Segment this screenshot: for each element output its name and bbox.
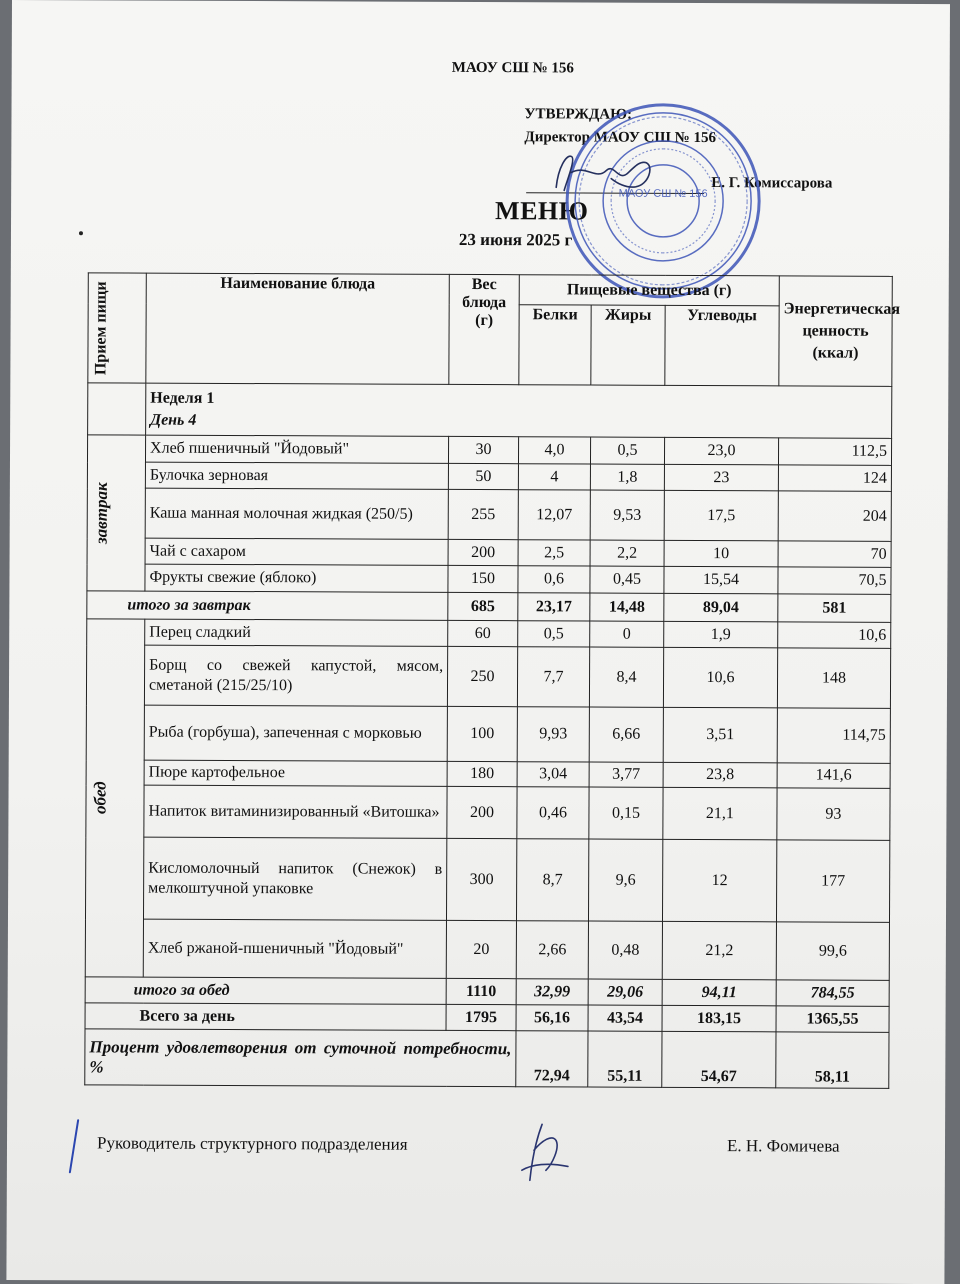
approval-label: УТВЕРЖДАЮ: bbox=[524, 106, 633, 123]
stamp-center-text: МАОУ СШ № 156 bbox=[618, 187, 708, 201]
director-title: Директор МАОУ СШ № 156 bbox=[524, 129, 717, 147]
lunch-total-row: итого за обед 1110 32,99 29,06 94,11 784,55 bbox=[85, 977, 889, 1007]
menu-date: 23 июня 2025 г bbox=[458, 229, 573, 250]
weight-header: Вес блюда (г) bbox=[449, 274, 519, 384]
director-name: Е. Г. Комиссарова bbox=[711, 175, 833, 192]
dish-header: Наименование блюда bbox=[146, 273, 449, 384]
table-row: Пюре картофельное 180 3,04 3,77 23,8 141,6 bbox=[86, 760, 890, 789]
table-row: Чай с сахаром 200 2,5 2,2 10 70 bbox=[87, 538, 891, 568]
day-label: День 4 bbox=[150, 411, 197, 429]
table-row: обед Перец сладкий 60 0,5 0 1,9 10,6 bbox=[87, 619, 891, 649]
table-row: Каша манная молочная жидкая (250/5) 255 12,07 9,53 17,5 204 bbox=[87, 488, 891, 542]
footer-name: Е. Н. Фомичева bbox=[726, 1136, 840, 1156]
organization-title: МАОУ СШ № 156 bbox=[451, 59, 574, 77]
meal-header: Прием пищи bbox=[88, 273, 146, 383]
table-row: завтрак Хлеб пшеничный "Йодовый" 30 4,0 0,5 23,0 112,5 bbox=[87, 435, 891, 466]
table-row: Рыба (горбуша), запеченная с морковью 100 9,93 6,66 3,51 114,75 bbox=[86, 705, 890, 764]
pen-mark bbox=[67, 1118, 81, 1174]
fat-header: Жиры bbox=[591, 305, 665, 385]
day-total-row: Всего за день 1795 56,16 43,54 183,15 1365,55 bbox=[85, 1003, 889, 1033]
lunch-label: обед bbox=[85, 619, 145, 977]
table-row: Напиток витаминизированный «Витошка» 200 0,46 0,15 21,1 93 bbox=[86, 785, 890, 841]
stray-dot bbox=[79, 231, 83, 235]
nutrients-header: Пищевые вещества (г) bbox=[519, 275, 779, 306]
document-page bbox=[6, 0, 950, 1284]
breakfast-label: завтрак bbox=[87, 435, 146, 591]
energy-header: Энергетическая ценность (ккал) bbox=[779, 276, 892, 386]
table-row: Булочка зерновая 50 4 1,8 23 124 bbox=[87, 462, 891, 492]
table-row: Хлеб ржаной-пшеничный "Йодовый" 20 2,66 0,48 21,2 99,6 bbox=[85, 919, 889, 981]
week-day-row bbox=[146, 383, 892, 438]
menu-table bbox=[84, 272, 901, 1089]
week-label: Неделя 1 bbox=[150, 389, 215, 407]
table-row: Фрукты свежие (яблоко) 150 0,6 0,45 15,54 70,5 bbox=[87, 564, 891, 595]
breakfast-total-row: итого за завтрак 685 23,17 14,48 89,04 581 bbox=[87, 591, 891, 623]
protein-header: Белки bbox=[519, 305, 591, 385]
footer-role: Руководитель структурного подразделения bbox=[96, 1133, 408, 1154]
carbs-header: Углеводы bbox=[665, 305, 779, 385]
manager-signature bbox=[512, 1120, 572, 1188]
percent-row: Процент удовлетворения от суточной потребности, % 72,94 55,11 54,67 58,11 bbox=[85, 1029, 889, 1089]
menu-title: МЕНЮ bbox=[495, 196, 589, 226]
table-row: Кисломолочный напиток (Снежок) в мелкоштучной упаковке 300 8,7 9,6 12 177 bbox=[85, 837, 889, 923]
director-signature bbox=[536, 142, 676, 203]
table-row: Борщ со свежей капустой, мясом, сметаной (215/25/10) 250 7,7 8,4 10,6 148 bbox=[86, 645, 890, 709]
